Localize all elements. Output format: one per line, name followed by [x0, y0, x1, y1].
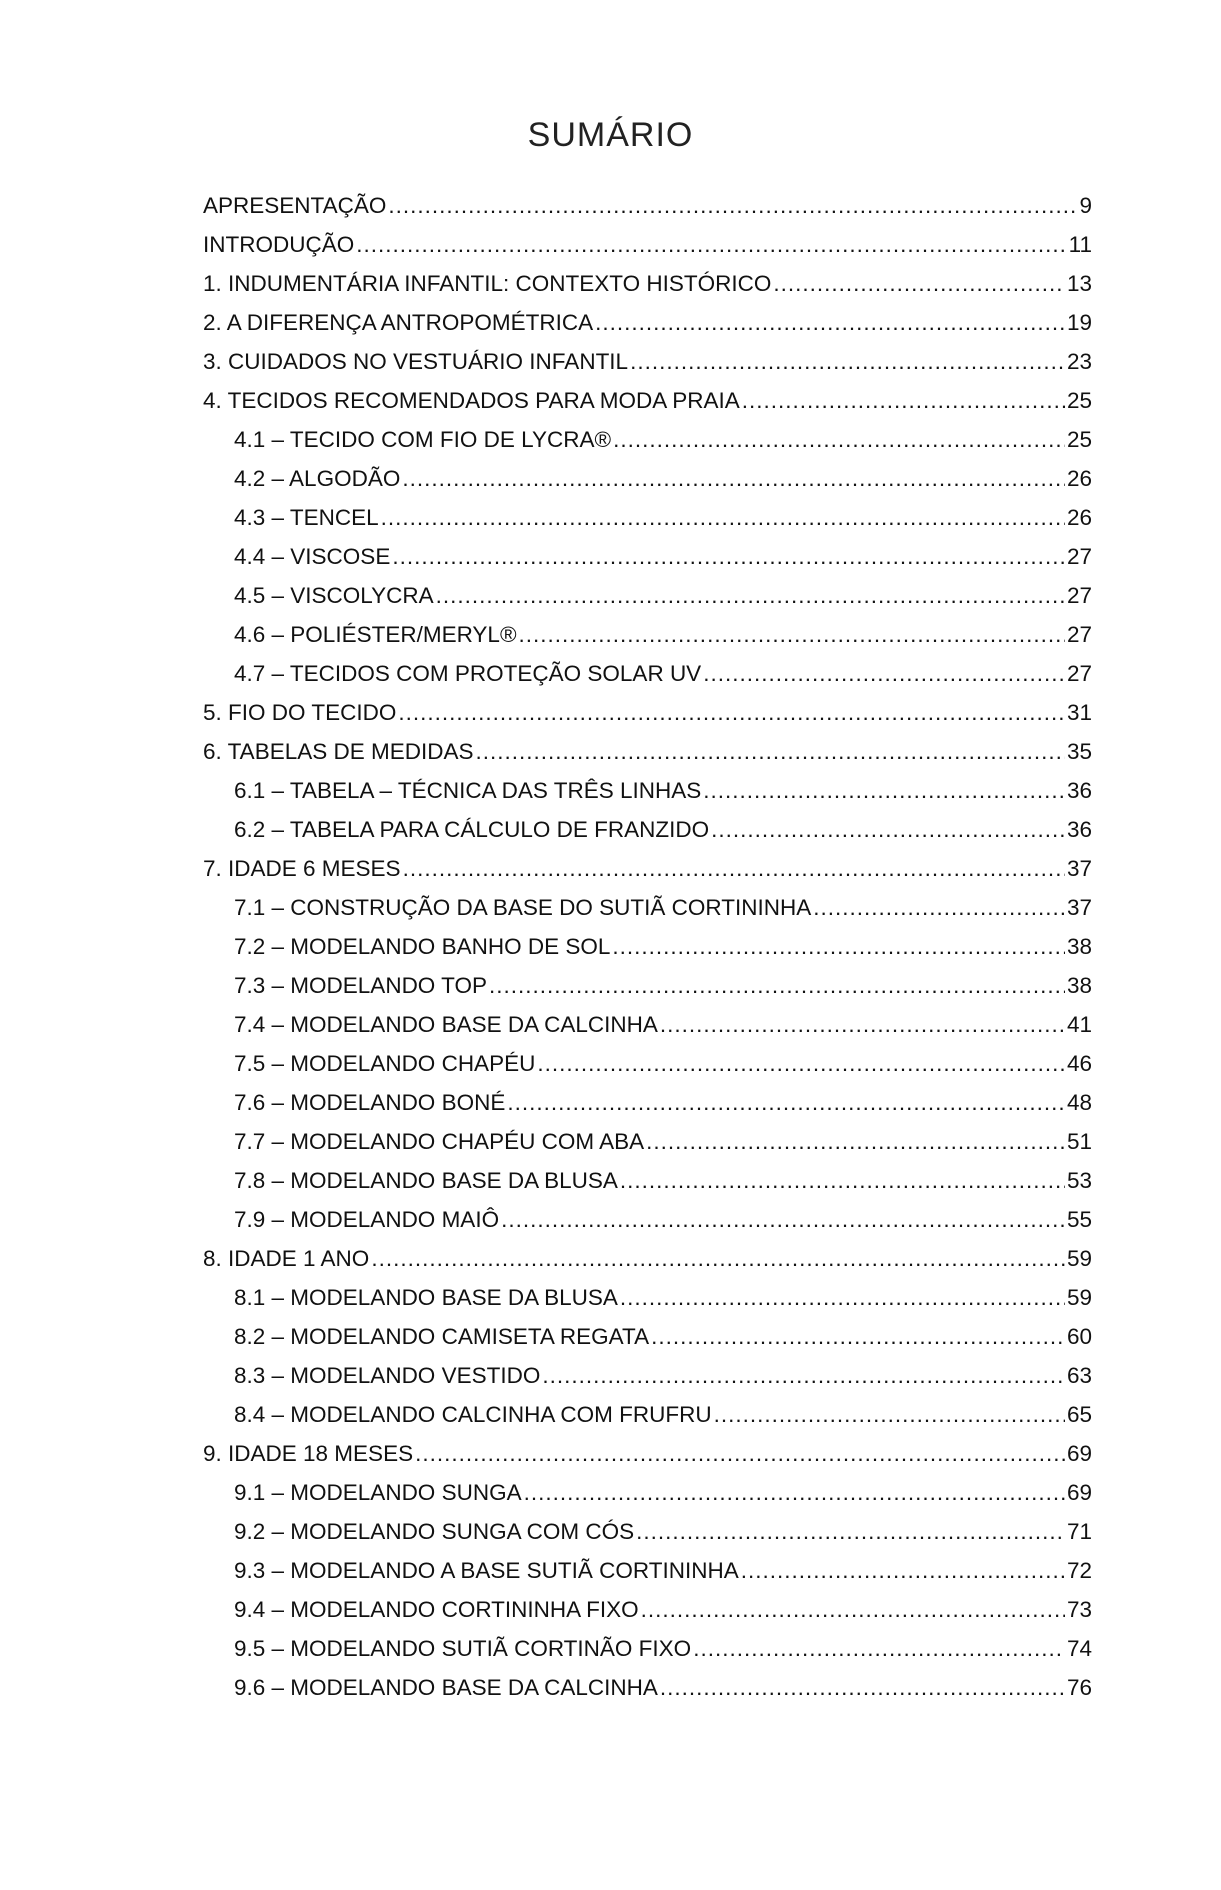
dot-leader — [436, 583, 1065, 609]
toc-entry-label: 9.3 – MODELANDO A BASE SUTIÃ CORTININHA — [234, 1558, 739, 1583]
toc-page-number: 60 — [1066, 1324, 1092, 1349]
toc-page-number: 76 — [1066, 1675, 1092, 1700]
dot-leader — [660, 1012, 1065, 1038]
toc-page-number: 26 — [1066, 505, 1092, 530]
toc-subentry — [203, 427, 1092, 466]
toc-subentry — [203, 1558, 1092, 1597]
dot-leader — [612, 934, 1065, 960]
toc-page-number: 25 — [1066, 388, 1092, 413]
toc-entry — [203, 193, 1092, 232]
dot-leader — [415, 1441, 1065, 1467]
toc-page-number: 59 — [1066, 1246, 1092, 1271]
dot-leader — [620, 1168, 1065, 1194]
toc-entry — [203, 856, 1092, 895]
toc-entry — [203, 271, 1092, 310]
toc-subentry — [203, 1051, 1092, 1090]
toc-subentry — [203, 583, 1092, 622]
toc-page-number: 35 — [1066, 739, 1092, 764]
dot-leader — [651, 1324, 1065, 1350]
dot-leader — [524, 1480, 1065, 1506]
toc-subentry — [203, 1636, 1092, 1675]
toc-subentry — [203, 1402, 1092, 1441]
toc-subentry — [203, 466, 1092, 505]
toc-page-number: 23 — [1066, 349, 1092, 374]
toc-subentry — [203, 1168, 1092, 1207]
toc-entry-label: 4.7 – TECIDOS COM PROTEÇÃO SOLAR UV — [234, 661, 702, 686]
dot-leader — [693, 1636, 1065, 1662]
toc-entry-label: 8. IDADE 1 ANO — [203, 1246, 370, 1271]
dot-leader — [630, 349, 1065, 375]
toc-entry-label: 4.5 – VISCOLYCRA — [234, 583, 434, 608]
toc-entry-label: 8.3 – MODELANDO VESTIDO — [234, 1363, 541, 1388]
toc-subentry — [203, 1363, 1092, 1402]
toc-page-number: 74 — [1066, 1636, 1092, 1661]
toc-entry-label: 7.7 – MODELANDO CHAPÉU COM ABA — [234, 1129, 645, 1154]
toc-entry-label: 7.4 – MODELANDO BASE DA CALCINHA — [234, 1012, 658, 1037]
toc-subentry — [203, 1012, 1092, 1051]
dot-leader — [519, 622, 1065, 648]
toc-entry-label: 5. FIO DO TECIDO — [203, 700, 397, 725]
toc-subentry — [203, 973, 1092, 1012]
toc-entry — [203, 388, 1092, 427]
dot-leader — [646, 1129, 1065, 1155]
dot-leader — [703, 661, 1065, 687]
toc-entry-label: 7.5 – MODELANDO CHAPÉU — [234, 1051, 536, 1076]
toc-page-number: 38 — [1066, 973, 1092, 998]
dot-leader — [742, 388, 1065, 414]
toc-entry — [203, 1441, 1092, 1480]
dot-leader — [537, 1051, 1065, 1077]
toc-entry-label: 9.6 – MODELANDO BASE DA CALCINHA — [234, 1675, 658, 1700]
toc-page-number: 69 — [1066, 1480, 1092, 1505]
toc-subentry — [203, 1129, 1092, 1168]
toc-subentry — [203, 622, 1092, 661]
toc-subentry — [203, 661, 1092, 700]
dot-leader — [641, 1597, 1065, 1623]
toc-page-number: 73 — [1066, 1597, 1092, 1622]
dot-leader — [371, 1246, 1065, 1272]
table-of-contents — [203, 193, 1092, 1714]
toc-entry-label: 9.5 – MODELANDO SUTIÃ CORTINÃO FIXO — [234, 1636, 692, 1661]
dot-leader — [398, 700, 1065, 726]
dot-leader — [381, 505, 1065, 531]
dot-leader — [507, 1090, 1065, 1116]
toc-subentry — [203, 1675, 1092, 1714]
dot-leader — [392, 544, 1065, 570]
toc-page-number: 11 — [1068, 232, 1092, 257]
toc-subentry — [203, 1090, 1092, 1129]
dot-leader — [388, 193, 1077, 219]
dot-leader — [660, 1675, 1065, 1701]
toc-page-number: 27 — [1066, 583, 1092, 608]
toc-entry-label: 7.1 – CONSTRUÇÃO DA BASE DO SUTIÃ CORTININHA — [234, 895, 812, 920]
toc-entry-label: 9.2 – MODELANDO SUNGA COM CÓS — [234, 1519, 635, 1544]
toc-page-number: 26 — [1066, 466, 1092, 491]
toc-subentry — [203, 934, 1092, 973]
toc-page-number: 37 — [1066, 895, 1092, 920]
dot-leader — [773, 271, 1065, 297]
toc-entry-label: 9.4 – MODELANDO CORTININHA FIXO — [234, 1597, 639, 1622]
toc-page-number: 27 — [1066, 544, 1092, 569]
toc-page-number: 63 — [1066, 1363, 1092, 1388]
toc-page-number: 55 — [1066, 1207, 1092, 1232]
toc-entry-label: 4.2 – ALGODÃO — [234, 466, 401, 491]
toc-subentry — [203, 1480, 1092, 1519]
toc-subentry — [203, 895, 1092, 934]
toc-entry-label: 8.4 – MODELANDO CALCINHA COM FRUFRU — [234, 1402, 712, 1427]
toc-entry-label: 6.2 – TABELA PARA CÁLCULO DE FRANZIDO — [234, 817, 710, 842]
dot-leader — [595, 310, 1065, 336]
toc-entry-label: 4.6 – POLIÉSTER/MERYL® — [234, 622, 517, 647]
dot-leader — [356, 232, 1066, 258]
dot-leader — [613, 427, 1065, 453]
toc-page-number: 38 — [1066, 934, 1092, 959]
dot-leader — [711, 817, 1065, 843]
dot-leader — [813, 895, 1065, 921]
toc-page-number: 65 — [1066, 1402, 1092, 1427]
dot-leader — [403, 856, 1065, 882]
toc-subentry — [203, 1207, 1092, 1246]
toc-page-number: 25 — [1066, 427, 1092, 452]
toc-entry-label: 7.3 – MODELANDO TOP — [234, 973, 488, 998]
toc-page-number: 53 — [1066, 1168, 1092, 1193]
toc-subentry — [203, 505, 1092, 544]
dot-leader — [402, 466, 1065, 492]
toc-entry-label: 4. TECIDOS RECOMENDADOS PARA MODA PRAIA — [203, 388, 740, 413]
toc-page-number: 27 — [1066, 622, 1092, 647]
toc-entry-label: 7.2 – MODELANDO BANHO DE SOL — [234, 934, 611, 959]
toc-page-number: 69 — [1066, 1441, 1092, 1466]
toc-page-number: 59 — [1066, 1285, 1092, 1310]
toc-subentry — [203, 1285, 1092, 1324]
toc-entry-label: APRESENTAÇÃO — [203, 193, 387, 218]
toc-entry-label: 7.9 – MODELANDO MAIÔ — [234, 1207, 500, 1232]
toc-entry-label: 4.3 – TENCEL — [234, 505, 379, 530]
toc-entry-label: 8.1 – MODELANDO BASE DA BLUSA — [234, 1285, 618, 1310]
toc-page-number: 19 — [1066, 310, 1092, 335]
toc-entry-label: 6. TABELAS DE MEDIDAS — [203, 739, 474, 764]
toc-entry-label: 4.4 – VISCOSE — [234, 544, 391, 569]
dot-leader — [489, 973, 1065, 999]
toc-entry — [203, 739, 1092, 778]
dot-leader — [741, 1558, 1065, 1584]
page-title: SUMÁRIO — [527, 116, 694, 154]
toc-page-number: 37 — [1066, 856, 1092, 881]
toc-page-number: 48 — [1066, 1090, 1092, 1115]
toc-entry-label: 2. A DIFERENÇA ANTROPOMÉTRICA — [203, 310, 594, 335]
toc-entry — [203, 310, 1092, 349]
dot-leader — [636, 1519, 1065, 1545]
toc-page-number: 36 — [1066, 778, 1092, 803]
dot-leader — [476, 739, 1065, 765]
toc-page-number: 31 — [1066, 700, 1092, 725]
dot-leader — [703, 778, 1065, 804]
toc-entry — [203, 700, 1092, 739]
toc-page-number: 71 — [1066, 1519, 1092, 1544]
toc-entry-label: 3. CUIDADOS NO VESTUÁRIO INFANTIL — [203, 349, 629, 374]
toc-page-number: 41 — [1066, 1012, 1092, 1037]
toc-subentry — [203, 544, 1092, 583]
toc-entry-label: 1. INDUMENTÁRIA INFANTIL: CONTEXTO HISTÓRICO — [203, 271, 772, 296]
dot-leader — [542, 1363, 1065, 1389]
toc-entry-label: 7. IDADE 6 MESES — [203, 856, 401, 881]
toc-entry-label: 4.1 – TECIDO COM FIO DE LYCRA® — [234, 427, 612, 452]
dot-leader — [620, 1285, 1065, 1311]
toc-subentry — [203, 1519, 1092, 1558]
toc-page-number: 9 — [1079, 193, 1092, 218]
toc-entry-label: 7.6 – MODELANDO BONÉ — [234, 1090, 506, 1115]
dot-leader — [501, 1207, 1065, 1233]
toc-subentry — [203, 778, 1092, 817]
toc-page-number: 72 — [1066, 1558, 1092, 1583]
toc-subentry — [203, 817, 1092, 856]
toc-entry-label: 8.2 – MODELANDO CAMISETA REGATA — [234, 1324, 650, 1349]
toc-entry-label: 9.1 – MODELANDO SUNGA — [234, 1480, 522, 1505]
toc-page-number: 13 — [1066, 271, 1092, 296]
toc-page-number: 36 — [1066, 817, 1092, 842]
toc-entry — [203, 232, 1092, 271]
toc-page-number: 27 — [1066, 661, 1092, 686]
toc-subentry — [203, 1597, 1092, 1636]
toc-page-number: 51 — [1066, 1129, 1092, 1154]
toc-entry-label: 7.8 – MODELANDO BASE DA BLUSA — [234, 1168, 618, 1193]
toc-entry-label: 9. IDADE 18 MESES — [203, 1441, 414, 1466]
toc-entry-label: 6.1 – TABELA – TÉCNICA DAS TRÊS LINHAS — [234, 778, 702, 803]
toc-page-number: 46 — [1066, 1051, 1092, 1076]
toc-entry-label: INTRODUÇÃO — [203, 232, 355, 257]
dot-leader — [714, 1402, 1065, 1428]
toc-entry — [203, 1246, 1092, 1285]
toc-subentry — [203, 1324, 1092, 1363]
toc-entry — [203, 349, 1092, 388]
